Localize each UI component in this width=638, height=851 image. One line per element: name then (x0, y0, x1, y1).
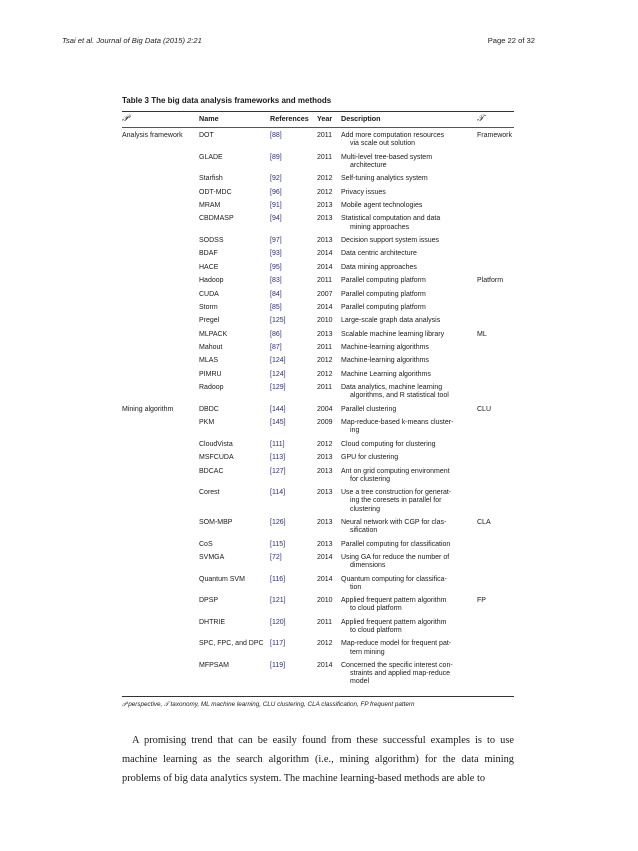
cell-name: Hadoop (199, 277, 224, 285)
table-row (122, 489, 514, 519)
cell-perspective (122, 304, 199, 317)
description-line: Parallel computing platform (341, 290, 426, 298)
cell-year: 2013 (317, 236, 333, 244)
cell-perspective (122, 441, 199, 454)
table-3 (122, 96, 514, 711)
table-body (122, 132, 514, 692)
cell-name: ODT-MDC (199, 188, 232, 196)
table-caption: Table 3 The big data analysis frameworks and methods (122, 96, 332, 105)
table-row (122, 441, 514, 454)
cell-taxonomy (477, 419, 514, 441)
header-references: References (270, 114, 309, 124)
table-header-row (122, 112, 514, 127)
description-line: Machine-learning algorithms (341, 357, 429, 365)
cell-year: 2004 (317, 405, 333, 413)
cell-reference: [113] (270, 454, 286, 462)
cell-description (341, 264, 477, 277)
description-line: Ant on grid computing environment (341, 467, 450, 475)
description-line: Use a tree construction for generat- (341, 489, 452, 497)
running-head (0, 36, 638, 48)
cell-perspective (122, 576, 199, 598)
cell-taxonomy (477, 304, 514, 317)
table-row (122, 132, 514, 154)
cell-taxonomy (477, 154, 514, 176)
cell-name: MLAS (199, 357, 219, 365)
description-line: Using GA for reduce the number of (341, 553, 450, 561)
cell-reference: [144] (270, 405, 286, 413)
cell-reference: [145] (270, 419, 286, 427)
page-number: Page 22 of 32 (487, 36, 535, 45)
cell-perspective (122, 264, 199, 277)
description-line: Scalable machine learning library (341, 330, 445, 338)
cell-reference: [96] (270, 188, 282, 196)
cell-taxonomy (477, 640, 514, 662)
cell-reference: [95] (270, 263, 282, 271)
cell-description (341, 202, 477, 215)
cell-reference: [126] (270, 519, 286, 526)
paragraph-text: A promising trend that can be easily found from these successful examples is to use machine learning as the search algorithm (i.e., mining algorithm) for the data mining problems of big data analytics system. The machine learning-based methods are able to (122, 735, 514, 784)
header-taxonomy: 𝒯 (477, 114, 484, 125)
cell-reference: [116] (270, 575, 286, 583)
cell-description (341, 331, 477, 344)
description-line: tern mining (350, 648, 385, 656)
cell-year: 2009 (317, 419, 333, 427)
description-line: Mobile agent technologies (341, 201, 423, 209)
cell-description (341, 132, 477, 154)
cell-description (341, 384, 477, 406)
cell-taxonomy (477, 250, 514, 263)
description-line: Quantum computing for classifica- (341, 575, 447, 583)
cell-year: 2012 (317, 370, 333, 378)
description-line: via scale out solution (350, 140, 415, 148)
cell-reference: [115] (270, 540, 286, 548)
frameworks-table (122, 112, 514, 692)
description-line: Cloud computing for clustering (341, 440, 436, 448)
cell-description (341, 357, 477, 370)
cell-perspective (122, 357, 199, 370)
cell-year: 2012 (317, 440, 333, 448)
cell-description (341, 406, 477, 419)
cell-name: MSFCUDA (199, 454, 234, 462)
cell-year: 2013 (317, 330, 333, 338)
header-perspective: 𝒫 (122, 114, 129, 125)
cell-perspective (122, 489, 199, 519)
cell-reference: [84] (270, 290, 282, 298)
description-line: Concerned the specific interest con- (341, 661, 453, 669)
cell-perspective (122, 597, 199, 619)
cell-reference: [125] (270, 317, 286, 325)
description-line: sification (350, 527, 378, 535)
cell-name: Corest (199, 489, 220, 497)
cell-year: 2013 (317, 540, 333, 548)
cell-year: 2014 (317, 575, 333, 583)
cell-reference: [72] (270, 553, 282, 561)
description-line: Machine Learning algorithms (341, 370, 431, 378)
description-line: Map-reduce model for frequent pat- (341, 640, 452, 648)
header-name: Name (199, 114, 219, 124)
cell-name: SVMGA (199, 553, 225, 561)
cell-name: MLPACK (199, 330, 228, 338)
description-line: clustering (350, 505, 380, 513)
cell-taxonomy (477, 317, 514, 330)
cell-taxonomy: CLA (477, 519, 491, 526)
cell-year: 2014 (317, 263, 333, 271)
cell-description (341, 619, 477, 641)
cell-description (341, 215, 477, 237)
description-line: Privacy issues (341, 188, 386, 196)
cell-year: 2014 (317, 661, 333, 669)
cell-name: CUDA (199, 290, 219, 298)
cell-taxonomy (477, 454, 514, 467)
cell-description (341, 344, 477, 357)
cell-perspective (122, 344, 199, 357)
cell-reference: [119] (270, 661, 286, 669)
description-line: Parallel clustering (341, 405, 397, 413)
cell-reference: [87] (270, 344, 282, 352)
cell-description (341, 304, 477, 317)
header-description: Description (341, 114, 381, 124)
header-year: Year (317, 114, 333, 124)
cell-reference: [97] (270, 236, 282, 244)
table-row (122, 419, 514, 441)
cell-name: DBDC (199, 405, 219, 413)
cell-taxonomy (477, 344, 514, 357)
cell-perspective (122, 202, 199, 215)
description-line: to cloud platform (350, 605, 402, 613)
cell-taxonomy (477, 291, 514, 304)
cell-year: 2014 (317, 553, 333, 561)
table-row (122, 541, 514, 554)
table-row (122, 215, 514, 237)
cell-taxonomy (477, 489, 514, 519)
table-row (122, 597, 514, 619)
cell-reference: [89] (270, 153, 282, 161)
cell-taxonomy (477, 541, 514, 554)
cell-perspective (122, 541, 199, 554)
table-row (122, 384, 514, 406)
description-line: Neural network with CGP for clas- (341, 519, 447, 526)
cell-perspective (122, 662, 199, 692)
cell-name: PKM (199, 419, 215, 427)
table-row (122, 237, 514, 250)
cell-description (341, 662, 477, 692)
cell-taxonomy (477, 189, 514, 202)
table-row (122, 277, 514, 290)
cell-description (341, 237, 477, 250)
table-row (122, 264, 514, 277)
table-row (122, 619, 514, 641)
cell-year: 2011 (317, 344, 333, 352)
cell-year: 2013 (317, 467, 333, 475)
description-line: Machine-learning algorithms (341, 344, 429, 352)
cell-perspective (122, 237, 199, 250)
cell-reference: [124] (270, 370, 286, 378)
description-line: Applied frequent pattern algorithm (341, 618, 447, 626)
cell-perspective (122, 519, 199, 541)
cell-description (341, 250, 477, 263)
description-line: Statistical computation and data (341, 215, 441, 223)
cell-description (341, 371, 477, 384)
cell-year: 2012 (317, 188, 333, 196)
description-line: mining approaches (350, 223, 410, 231)
cell-description (341, 291, 477, 304)
cell-reference: [127] (270, 467, 286, 475)
cell-taxonomy (477, 441, 514, 454)
cell-name: SOM-MBP (199, 519, 233, 526)
cell-description (341, 576, 477, 598)
cell-name: MFPSAM (199, 661, 229, 669)
cell-name: Starfish (199, 175, 223, 183)
cell-reference: [86] (270, 330, 282, 338)
cell-taxonomy: CLU (477, 405, 492, 413)
cell-name: GLADE (199, 153, 223, 161)
cell-name: DOT (199, 132, 214, 139)
cell-name: CBDMASP (199, 215, 234, 223)
table-row (122, 576, 514, 598)
table-row (122, 250, 514, 263)
cell-name: Mahout (199, 344, 223, 352)
cell-perspective (122, 419, 199, 441)
description-line: Parallel computing for classification (341, 540, 451, 548)
cell-perspective (122, 317, 199, 330)
cell-perspective (122, 291, 199, 304)
cell-name: CloudVista (199, 440, 233, 448)
cell-reference: [129] (270, 384, 286, 392)
cell-name: DPSP (199, 597, 219, 605)
cell-name: MRAM (199, 201, 221, 209)
description-line: dimensions (350, 562, 386, 570)
table-row (122, 468, 514, 490)
description-line: Map-reduce-based k-means cluster- (341, 419, 454, 427)
cell-year: 2014 (317, 250, 333, 258)
cell-reference: [92] (270, 175, 282, 183)
description-line: Data centric architecture (341, 250, 417, 258)
table-header-rule (122, 127, 514, 128)
cell-year: 2012 (317, 640, 333, 648)
description-line: architecture (350, 161, 387, 169)
table-row (122, 291, 514, 304)
cell-name: SPC, FPC, and DPC (199, 640, 264, 648)
cell-taxonomy: ML (477, 330, 487, 338)
cell-year: 2011 (317, 384, 333, 392)
cell-reference: [117] (270, 640, 286, 648)
cell-taxonomy (477, 215, 514, 237)
description-line: model (350, 678, 370, 686)
cell-description (341, 519, 477, 541)
cell-reference: [114] (270, 489, 286, 497)
cell-taxonomy (477, 371, 514, 384)
description-line: Data analytics, machine learning (341, 384, 443, 392)
cell-taxonomy (477, 662, 514, 692)
cell-perspective: Mining algorithm (122, 405, 174, 413)
cell-year: 2012 (317, 175, 333, 183)
cell-name: SODSS (199, 236, 224, 244)
cell-taxonomy (477, 357, 514, 370)
cell-taxonomy (477, 576, 514, 598)
description-line: algorithms, and R statistical tool (350, 392, 449, 400)
table-row (122, 406, 514, 419)
description-line: to cloud platform (350, 626, 402, 634)
cell-name: BDCAC (199, 467, 224, 475)
cell-perspective (122, 277, 199, 290)
cell-perspective (122, 384, 199, 406)
cell-taxonomy: FP (477, 597, 486, 605)
table-row (122, 640, 514, 662)
cell-name: DHTRIE (199, 618, 226, 626)
cell-taxonomy (477, 468, 514, 490)
description-line: Decision support system issues (341, 236, 440, 244)
cell-year: 2011 (317, 132, 333, 139)
cell-name: Quantum SVM (199, 575, 245, 583)
cell-perspective (122, 468, 199, 490)
cell-reference: [85] (270, 303, 282, 311)
cell-year: 2013 (317, 519, 333, 526)
journal-citation: Tsai et al. Journal of Big Data (2015) 2:21 (62, 36, 202, 45)
table-row (122, 357, 514, 370)
cell-name: CoS (199, 540, 213, 548)
table-row (122, 454, 514, 467)
cell-year: 2014 (317, 303, 333, 311)
cell-year: 2012 (317, 357, 333, 365)
cell-description (341, 441, 477, 454)
cell-description (341, 541, 477, 554)
cell-perspective (122, 250, 199, 263)
cell-reference: [121] (270, 597, 286, 605)
cell-description (341, 175, 477, 188)
table-row (122, 344, 514, 357)
cell-perspective (122, 331, 199, 344)
cell-year: 2010 (317, 597, 333, 605)
cell-perspective (122, 215, 199, 237)
description-line: ing the coresets in parallel for (350, 497, 442, 505)
description-line: ing (350, 427, 360, 435)
cell-taxonomy (477, 175, 514, 188)
description-line: Parallel computing platform (341, 303, 426, 311)
cell-perspective (122, 554, 199, 576)
table-row (122, 371, 514, 384)
description-line: Large-scale graph data analysis (341, 317, 441, 325)
cell-taxonomy (477, 554, 514, 576)
cell-year: 2013 (317, 454, 333, 462)
description-line: Add more computation resources (341, 132, 445, 139)
cell-perspective (122, 175, 199, 188)
cell-reference: [88] (270, 132, 282, 139)
description-line: Multi-level tree-based system (341, 153, 433, 161)
cell-perspective (122, 640, 199, 662)
description-line: Parallel computing platform (341, 277, 426, 285)
table-bottom-rule (122, 696, 514, 697)
cell-taxonomy (477, 202, 514, 215)
table-row (122, 331, 514, 344)
cell-description (341, 189, 477, 202)
description-line: straints and applied map-reduce (350, 670, 451, 678)
cell-year: 2011 (317, 277, 333, 285)
cell-description (341, 468, 477, 490)
cell-perspective: Analysis framework (122, 132, 183, 139)
table-footnote: 𝒫 perspective, 𝒯 taxonomy, ML machine learning, CLU clustering, CLA classification, FP frequent pattern (122, 700, 415, 708)
cell-year: 2013 (317, 215, 333, 223)
cell-perspective (122, 619, 199, 641)
cell-reference: [124] (270, 357, 286, 365)
cell-name: HACE (199, 263, 219, 271)
cell-reference: [93] (270, 250, 282, 258)
cell-year: 2013 (317, 489, 333, 497)
cell-year: 2007 (317, 290, 333, 298)
cell-year: 2011 (317, 153, 333, 161)
cell-name: PIMRU (199, 370, 222, 378)
cell-description (341, 317, 477, 330)
cell-description (341, 277, 477, 290)
cell-reference: [91] (270, 201, 282, 209)
cell-taxonomy (477, 384, 514, 406)
cell-taxonomy (477, 237, 514, 250)
description-line: Data mining approaches (341, 263, 417, 271)
cell-description (341, 419, 477, 441)
cell-reference: [111] (270, 440, 285, 448)
cell-perspective (122, 189, 199, 202)
description-line: Applied frequent pattern algorithm (341, 597, 447, 605)
cell-description (341, 597, 477, 619)
body-paragraph (122, 731, 514, 788)
cell-perspective (122, 454, 199, 467)
cell-year: 2013 (317, 201, 333, 209)
table-row (122, 189, 514, 202)
table-row (122, 662, 514, 692)
cell-description (341, 489, 477, 519)
cell-name: Radoop (199, 384, 224, 392)
cell-taxonomy: Platform (477, 277, 504, 285)
table-row (122, 154, 514, 176)
table-row (122, 304, 514, 317)
description-line: for clustering (350, 475, 391, 483)
table-row (122, 317, 514, 330)
cell-name: Storm (199, 303, 218, 311)
cell-description (341, 154, 477, 176)
cell-year: 2011 (317, 618, 333, 626)
cell-description (341, 454, 477, 467)
cell-description (341, 554, 477, 576)
cell-name: BDAF (199, 250, 218, 258)
table-row (122, 175, 514, 188)
cell-reference: [94] (270, 215, 282, 223)
cell-taxonomy (477, 264, 514, 277)
table-row (122, 554, 514, 576)
cell-perspective (122, 154, 199, 176)
table-row (122, 519, 514, 541)
table-row (122, 202, 514, 215)
cell-perspective (122, 371, 199, 384)
description-line: GPU for clustering (341, 454, 399, 462)
cell-reference: [120] (270, 618, 286, 626)
cell-description (341, 640, 477, 662)
description-line: Self-tuning analytics system (341, 175, 428, 183)
cell-taxonomy (477, 619, 514, 641)
cell-year: 2010 (317, 317, 333, 325)
cell-taxonomy: Framework (477, 132, 513, 139)
cell-reference: [83] (270, 277, 282, 285)
description-line: tion (350, 583, 362, 591)
cell-name: Pregel (199, 317, 220, 325)
